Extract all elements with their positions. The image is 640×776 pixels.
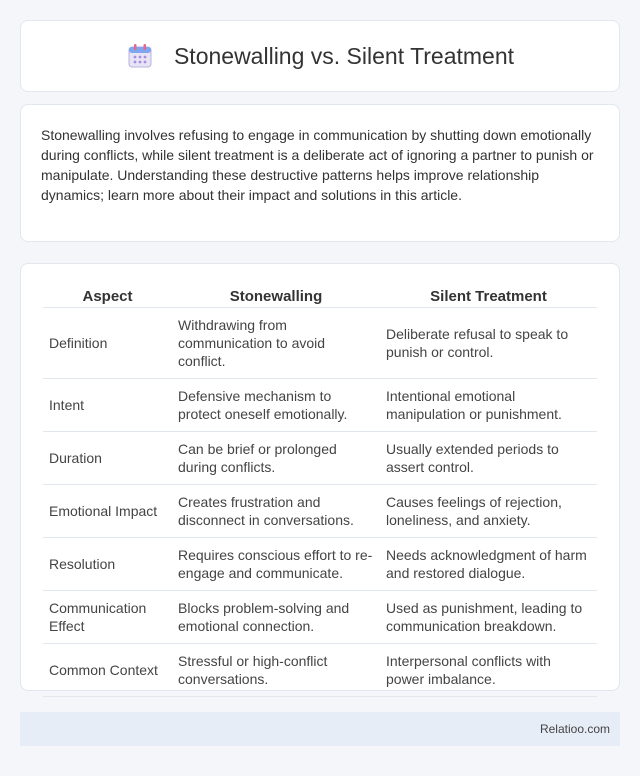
cell-silent-treatment: Causes feelings of rejection, loneliness, and anxiety.	[380, 485, 597, 538]
table-row	[43, 591, 597, 644]
cell-aspect: Communication Effect	[43, 591, 172, 644]
cell-stonewalling: Can be brief or prolonged during conflicts.	[172, 432, 380, 485]
cell-aspect: Intent	[43, 379, 172, 432]
intro-card	[20, 104, 620, 242]
footer	[20, 712, 620, 746]
table-header-row	[43, 284, 597, 308]
header-silent-treatment: Silent Treatment	[380, 284, 597, 308]
cell-aspect: Emotional Impact	[43, 485, 172, 538]
comparison-card	[20, 263, 620, 691]
cell-aspect: Resolution	[43, 538, 172, 591]
title-card	[20, 20, 620, 92]
cell-stonewalling: Creates frustration and disconnect in conversations.	[172, 485, 380, 538]
header-aspect: Aspect	[43, 284, 172, 308]
table-row	[43, 432, 597, 485]
cell-silent-treatment: Needs acknowledgment of harm and restored dialogue.	[380, 538, 597, 591]
cell-stonewalling: Requires conscious effort to re-engage and communicate.	[172, 538, 380, 591]
cell-stonewalling: Stressful or high-conflict conversations.	[172, 644, 380, 697]
table-row	[43, 538, 597, 591]
cell-silent-treatment: Used as punishment, leading to communication breakdown.	[380, 591, 597, 644]
table-row	[43, 308, 597, 379]
intro-text: Stonewalling involves refusing to engage in communication by shutting down emotionally during conflicts, while silent treatment is a deliberate act of ignoring a partner to punish or manipulate. Understanding these destructive patterns helps improve relationship dynamics; learn more about their impact and solutions in this article.	[41, 127, 594, 203]
cell-silent-treatment: Interpersonal conflicts with power imbalance.	[380, 644, 597, 697]
footer-brand: Relatioo.com	[539, 722, 610, 736]
calendar-icon	[126, 42, 154, 70]
cell-aspect: Definition	[43, 308, 172, 379]
cell-stonewalling: Withdrawing from communication to avoid conflict.	[172, 308, 380, 379]
page-title: Stonewalling vs. Silent Treatment	[173, 42, 515, 69]
cell-stonewalling: Blocks problem-solving and emotional connection.	[172, 591, 380, 644]
table-row	[43, 379, 597, 432]
table-row	[43, 644, 597, 697]
cell-silent-treatment: Intentional emotional manipulation or punishment.	[380, 379, 597, 432]
cell-stonewalling: Defensive mechanism to protect oneself emotionally.	[172, 379, 380, 432]
header-stonewalling: Stonewalling	[172, 284, 380, 308]
table-row	[43, 485, 597, 538]
cell-aspect: Common Context	[43, 644, 172, 697]
cell-silent-treatment: Usually extended periods to assert control.	[380, 432, 597, 485]
cell-aspect: Duration	[43, 432, 172, 485]
comparison-table	[43, 284, 597, 697]
cell-silent-treatment: Deliberate refusal to speak to punish or control.	[380, 308, 597, 379]
